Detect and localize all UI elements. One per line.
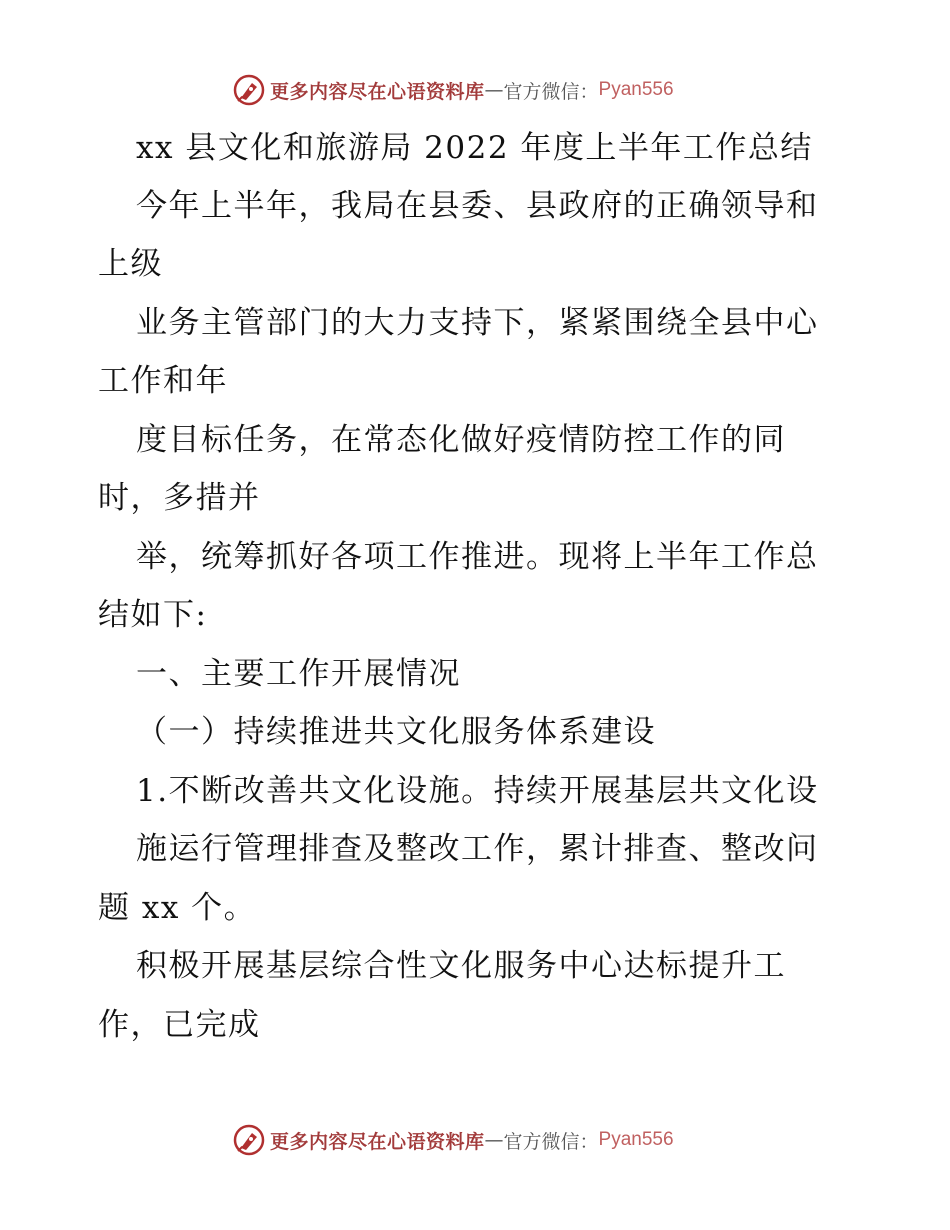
watermark-banner-top [232,70,712,110]
paragraph-line: 今年上半年，我局在县委、县政府的正确领导和 [136,188,819,224]
section-heading: 一、主要工作开展情况 [136,656,461,692]
document-title: xx 县文化和旅游局 2022 年度上半年工作总结 [136,130,813,166]
watermark-banner-bottom [232,1120,712,1160]
pen-nib-logo-icon [232,1123,266,1157]
paragraph-line: 1.不断改善共文化设施。持续开展基层共文化设 [136,773,819,809]
watermark-dash: — [484,1129,504,1151]
watermark-wechat-id: Pyan556 [598,1129,674,1150]
paragraph-line: 工作和年 [98,363,228,399]
paragraph-line: 上级 [98,246,163,282]
watermark-sub-text: 官方微信： [503,80,599,103]
paragraph-line: 作，已完成 [98,1007,261,1043]
watermark-main-text: 更多内容尽在心语资料库 [270,80,485,103]
paragraph-line: 题 xx 个。 [98,890,257,926]
pen-nib-logo-icon [232,73,266,107]
watermark-dash: — [484,79,504,101]
paragraph-line: 业务主管部门的大力支持下，紧紧围绕全县中心 [136,305,819,341]
watermark-main-text: 更多内容尽在心语资料库 [270,1130,485,1153]
paragraph-line: 时，多措并 [98,480,261,516]
paragraph-line: 度目标任务，在常态化做好疫情防控工作的同 [136,422,786,458]
paragraph-line: 施运行管理排查及整改工作，累计排查、整改问 [136,831,819,867]
subsection-heading: （一）持续推进共文化服务体系建设 [136,714,656,750]
paragraph-line: 积极开展基层综合性文化服务中心达标提升工 [136,948,786,984]
paragraph-line: 结如下: [98,597,208,633]
watermark-wechat-id: Pyan556 [598,79,674,100]
paragraph-line: 举，统筹抓好各项工作推进。现将上半年工作总 [136,539,819,575]
watermark-sub-text: 官方微信： [503,1130,599,1153]
